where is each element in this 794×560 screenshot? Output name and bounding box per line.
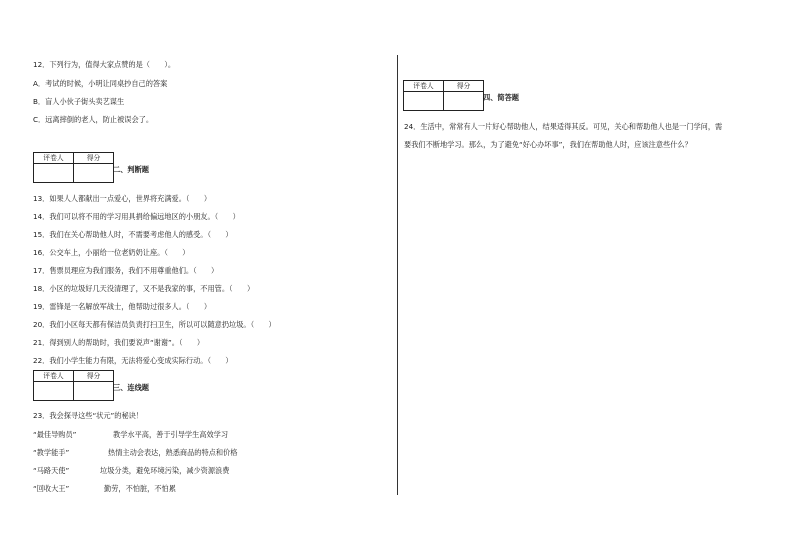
score-cell [74,382,114,401]
q24-line2: 要我们不断地学习。那么，为了避免“好心办坏事”，我们在帮助他人时，应该注意些什么？ [404,140,692,149]
score-label: 得分 [74,371,114,382]
section4-title: 四、简答题 [483,93,519,102]
q21: 21．得到别人的帮助时，我们要说声“谢谢”。（ ） [33,338,205,347]
match-right-1: 教学水平高，善于引导学生高效学习 [113,430,229,439]
grader-label: 评卷人 [34,371,74,382]
grader-label: 评卷人 [404,81,444,92]
q16: 16．公交车上，小丽给一位老奶奶让座。（ ） [33,248,190,257]
q15: 15．我们在关心帮助他人时，不需要考虑他人的感受。（ ） [33,230,233,239]
q17: 17．售票员理应为我们服务，我们不用尊重他们。（ ） [33,266,219,275]
match-left-1: “最佳导购员” [33,430,77,439]
score-table-section2 [33,152,114,183]
section3-title: 三、连线题 [113,383,149,392]
q20: 20．我们小区每天都有保洁员负责打扫卫生，所以可以随意扔垃圾。（ ） [33,320,276,329]
q12-option-c: C．远离摔倒的老人，防止被误会了。 [33,115,154,124]
score-label: 得分 [74,153,114,164]
grader-label: 评卷人 [34,153,74,164]
column-divider [397,55,398,495]
q23-stem: 23．我会探寻这些“状元”的秘诀！ [33,411,144,420]
match-left-3: “马路天使” [33,466,70,475]
score-table-section4 [403,80,484,111]
score-table-section3 [33,370,114,401]
match-right-2: 热情主动会表达，熟悉商品的特点和价格 [108,448,238,457]
section2-title: 二、判断题 [113,165,149,174]
q14: 14．我们可以将不用的学习用具捐给偏远地区的小朋友。（ ） [33,212,240,221]
grader-cell [34,382,74,401]
match-left-4: “回收大王” [33,484,70,493]
q13: 13．如果人人都献出一点爱心，世界将充满爱。（ ） [33,194,212,203]
q12-stem: 12．下列行为，值得大家点赞的是（ ）。 [33,60,176,69]
score-cell [444,92,484,111]
match-left-2: “教学能手” [33,448,70,457]
score-cell [74,164,114,183]
match-right-3: 垃圾分类，避免环境污染，减少资源浪费 [100,466,230,475]
q22: 22．我们小学生能力有限，无法将爱心变成实际行动。（ ） [33,356,233,365]
grader-cell [404,92,444,111]
match-right-4: 勤劳，不怕脏，不怕累 [104,484,176,493]
q24-line1: 24．生活中，常常有人一片好心帮助他人，结果适得其反。可见，关心和帮助他人也是一门学问，需 [404,122,723,131]
q12-option-b: B．盲人小伙子街头卖艺谋生 [33,97,125,106]
grader-cell [34,164,74,183]
score-label: 得分 [444,81,484,92]
q18: 18．小区的垃圾好几天没清理了，又不是我家的事，不用管。（ ） [33,284,255,293]
q12-option-a: A．考试的时候，小明让同桌抄自己的答案 [33,79,168,88]
q19: 19．雷锋是一名解放军战士，他帮助过很多人。（ ） [33,302,212,311]
